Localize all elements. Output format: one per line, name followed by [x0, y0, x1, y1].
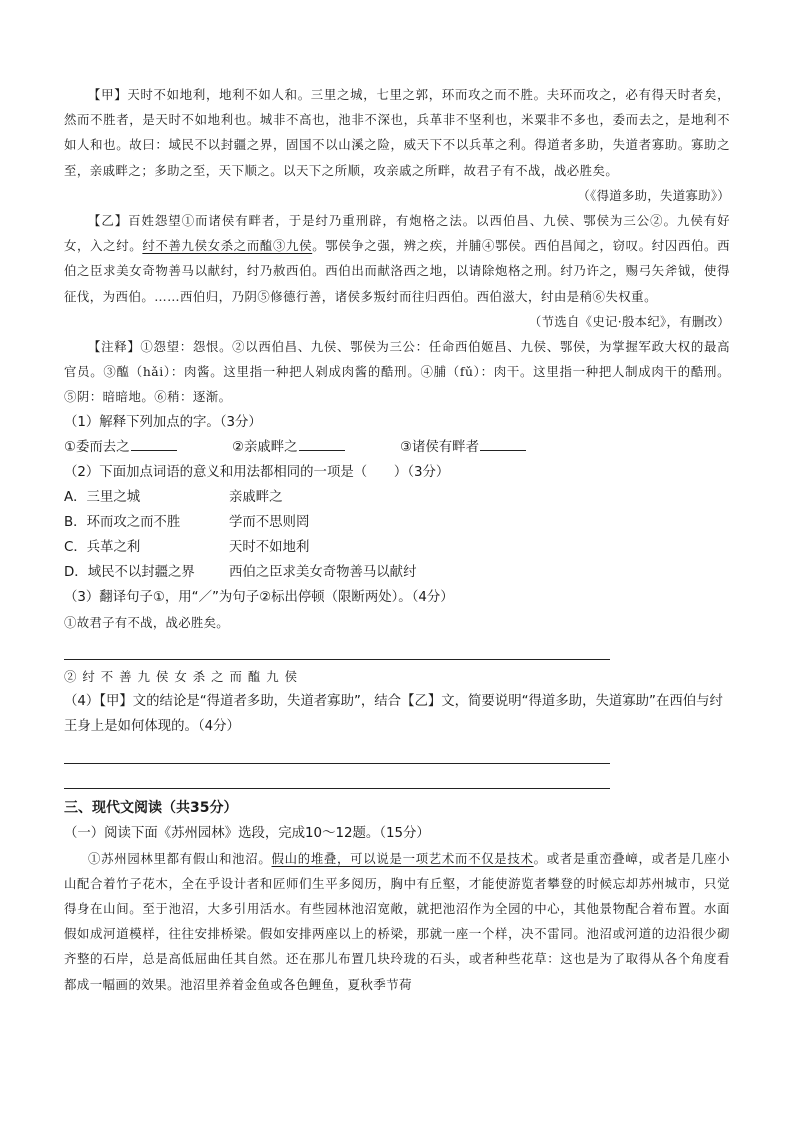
answer-blank[interactable] — [480, 436, 526, 451]
answer-line[interactable] — [64, 635, 610, 660]
question-1-stem: （1）解释下列加点的字。（3分） — [64, 414, 262, 430]
question-1-item: ②亲戚畔之 — [232, 435, 400, 460]
answer-line[interactable] — [64, 764, 610, 789]
passage-yi-underlined-sentence: 纣不善九侯女杀之而醢③九侯 — [142, 238, 313, 254]
passage-jia: 【甲】天时不如地利，地利不如人和。三里之城，七里之郭，环而攻之而不胜。夫环而攻之，必有得天时者矣，然而不胜者，是天时不如地利也。城非不高也，池非不深也，兵革非不坚利也，米粟非不多也，委而去之，是地利不如人和也。故曰：域民不以封疆之界，固国不以山溪之险，威天下不以兵革之利。得道者多助，失道者寡助。寡助之至，亲戚畔之；多助之至，天下顺之。以天下之所顺，攻亲戚之所畔，故君子有不战，战必胜矣。 — [64, 87, 730, 178]
question-1-item: ①委而去之 — [64, 435, 232, 460]
section-3-subtitle: （一）阅读下面《苏州园林》选段，完成10～12题。（15分） — [64, 825, 430, 841]
answer-line[interactable] — [64, 739, 610, 764]
passage-yi-source: （节选自《史记·殷本纪》，有删改） — [528, 313, 730, 329]
question-2-stem: （2）下面加点词语的意义和用法都相同的一项是（ ）（3分） — [64, 464, 450, 480]
option-a[interactable]: A．三里之城 亲戚畔之 — [64, 489, 283, 505]
question-4-stem: （4）【甲】文的结论是“得道者多助，失道者寡助”，结合【乙】文，简要说明“得道多助，失道寡助”在西伯与纣王身上是如何体现的。（4分） — [64, 693, 723, 734]
answer-blank[interactable] — [131, 436, 177, 451]
question-3-stem: （3）翻译句子①，用“／”为句子②标出停顿（限断两处）。（4分） — [64, 589, 454, 605]
annotations: 【注释】①怨望：怨恨。②以西伯昌、九侯、鄂侯为三公：任命西伯姬昌、九侯、鄂侯，为掌握军政大权的最高官员。③醢（hǎi）：肉酱。这里指一种把人剁成肉酱的酷刑。④脯（fǔ）：肉干。这里指一种把人制成肉干的酷刑。⑤阴：暗暗地。⑥稍：逐渐。 — [64, 339, 730, 405]
answer-blank[interactable] — [299, 436, 345, 451]
option-b[interactable]: B．环而攻之而不胜 学而不思则罔 — [64, 514, 310, 530]
passage-jia-source: （《得道多助，失道寡助》） — [577, 187, 730, 203]
option-c[interactable]: C．兵革之利 天时不如地利 — [64, 539, 310, 555]
section-3-title: 三、现代文阅读（共35分） — [64, 799, 238, 816]
exam-page — [64, 82, 730, 997]
passage-yi — [64, 208, 730, 309]
option-d[interactable]: D．域民不以封疆之界 西伯之臣求美女奇物善马以献纣 — [64, 564, 417, 580]
question-1-item: ③诸侯有畔者 — [400, 435, 526, 460]
passage-yi-part2: 。鄂侯争之强，辨之疾，并脯④鄂侯。西伯昌闻之，窃叹。纣囚西伯。西伯之臣求美女奇物善马以献纣，纣乃赦西伯。西伯出而献洛西之地，以请除炮格之刑。纣乃许之，赐弓矢斧钺，使得征伐，为西伯。……西伯归，乃阴⑤修德行善，诸侯多叛纣而往归西伯。西伯滋大，纣由是稍⑥失权重。 — [64, 238, 731, 304]
question-3-sentence-1: ①故君子有不战，战必胜矣。 — [64, 614, 229, 630]
passage-yi-part1: 【乙】百姓怨望①而诸侯有畔者，于是纣乃重刑辟，有炮格之法。以西伯昌、九侯、鄂侯为三公②。九侯有好女，入之纣。 — [64, 213, 730, 254]
question-3-sentence-2: ②纣不善九侯女杀之而醢九侯 — [64, 668, 304, 684]
suzhou-gardens-passage: ①苏州园林里都有假山和池沼。假山的堆叠，可以说是一项艺术而不仅是技术。或者是重峦叠嶂，或者是几座小山配合着竹子花木，全在乎设计者和匠师们生平多阅历，胸中有丘壑，才能使游览者攀登的时候忘却苏州城市，只觉得身在山间。至于池沼，大多引用活水。有些园林池沼宽敞，就把池沼作为全园的中心，其他景物配合着布置。水面假如成河道模样，往往安排桥梁。假如安排两座以上的桥梁，那就一座一个样，决不雷同。池沼或河道的边沿很少砌齐整的石岸，总是高低屈曲任其自然。还在那儿布置几块玲珑的石头，或者种些花草：这也是为了取得从各个角度看都成一幅画的效果。池沼里养着金鱼或各色鲤鱼，夏秋季节荷 — [64, 850, 731, 992]
suzhou-underlined-sentence: 假山的堆叠，可以说是一项艺术而不仅是技术 — [271, 850, 534, 866]
question-1-items — [64, 435, 730, 460]
